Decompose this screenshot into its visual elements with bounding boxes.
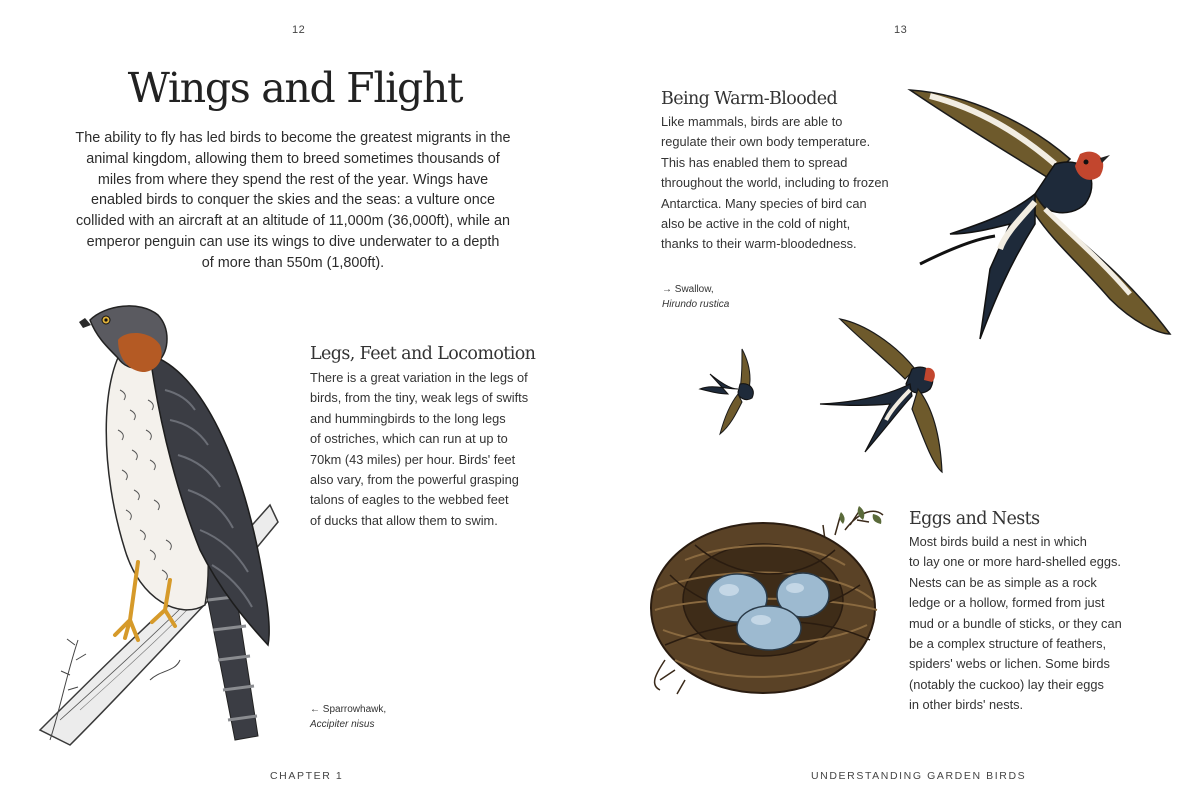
body-line: to lay one or more hard-shelled eggs.	[909, 554, 1121, 570]
body-line: regulate their own body temperature.	[661, 134, 871, 150]
body-line: of ducks that allow them to swim.	[310, 512, 498, 528]
medium-swallow	[820, 319, 942, 472]
intro-line: The ability to fly has led birds to become the greatest migrants in the	[75, 130, 511, 146]
caption-common-name: Sparrowhawk,	[322, 704, 387, 715]
large-swallow	[910, 90, 1170, 339]
body-line: mud or a bundle of sticks, or they can	[909, 615, 1122, 631]
warm-heading: Being Warm-Blooded	[661, 89, 838, 109]
body-line: also vary, from the powerful grasping	[310, 472, 519, 488]
page-number-right: 13	[894, 24, 908, 36]
body-line: (notably the cuckoo) lay their eggs	[909, 676, 1104, 692]
arrow-left-icon: ←	[310, 704, 320, 715]
body-line: of ostriches, which can run at up to	[310, 431, 508, 447]
body-line: Most birds build a nest in which	[909, 534, 1087, 549]
intro-line: emperor penguin can use its wings to dive underwater to a depth	[86, 233, 500, 250]
nest-illustration	[645, 500, 890, 705]
intro-line: miles from where they spend the rest of the year. Wings have	[97, 171, 489, 188]
body-line: Nests can be as simple as a rock	[909, 574, 1097, 590]
body-line: Antarctica. Many species of bird can	[661, 195, 867, 211]
eggs-body	[909, 532, 1122, 716]
caption-common-name: Swallow,	[674, 284, 714, 295]
intro-line: animal kingdom, allowing them to breed sometimes thousands of	[86, 150, 500, 167]
swallow-illustration	[690, 84, 1180, 479]
body-line: be a complex structure of feathers,	[909, 636, 1107, 652]
intro-line: collided with an aircraft at an altitude of 11,000m (36,000ft), while an	[75, 213, 511, 230]
body-line: 70km (43 miles) per hour. Birds' feet	[310, 451, 516, 467]
body-line: talons of eagles to the webbed feet	[310, 492, 509, 508]
body-line: This has enabled them to spread	[661, 154, 848, 170]
body-line: spiders' webs or lichen. Some birds	[909, 656, 1110, 672]
body-line: Like mammals, birds are able to	[661, 114, 843, 129]
legs-body	[310, 368, 528, 531]
footer-left: CHAPTER 1	[270, 770, 344, 782]
page-number-left: 12	[292, 24, 306, 36]
body-line: throughout the world, including to frozen	[661, 175, 889, 191]
intro-line: of more than 550m (1,800ft).	[201, 254, 385, 271]
arrow-right-icon: →	[662, 284, 672, 295]
sparrowhawk-caption	[310, 702, 386, 732]
body-line: and hummingbirds to the long legs	[310, 410, 506, 426]
body-line: There is a great variation in the legs of	[310, 370, 528, 385]
legs-heading: Legs, Feet and Locomotion	[310, 344, 536, 364]
caption-latin-name: Hirundo rustica	[662, 299, 730, 310]
eggs-heading: Eggs and Nests	[909, 509, 1040, 529]
footer-right: UNDERSTANDING GARDEN BIRDS	[811, 770, 1027, 782]
body-line: thanks to their warm-bloodedness.	[661, 236, 857, 252]
body-line: birds, from the tiny, weak legs of swifts	[310, 390, 529, 406]
body-line: in other birds' nests.	[909, 697, 1024, 713]
page-title: Wings and Flight	[127, 64, 463, 112]
intro-line: enabled birds to conquer the skies and the seas: a vulture once	[91, 192, 495, 209]
small-swallow	[700, 349, 753, 434]
caption-latin-name: Accipiter nisus	[310, 719, 375, 730]
intro-paragraph	[70, 128, 516, 274]
egg	[737, 606, 801, 650]
body-line: also be active in the cold of night,	[661, 216, 851, 232]
body-line: ledge or a hollow, formed from just	[909, 595, 1105, 611]
sparrowhawk-illustration	[30, 300, 280, 760]
